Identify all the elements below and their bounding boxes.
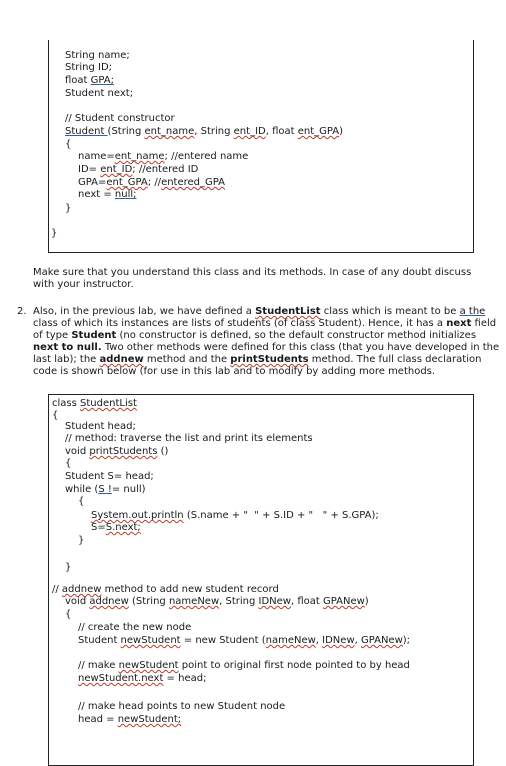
text-run: // method: traverse the list and print its elements — [65, 433, 313, 444]
text-run: of type — [33, 330, 72, 341]
code-2-line — [78, 660, 410, 672]
text-run: float — [65, 75, 91, 86]
text-run: // Student constructor — [65, 113, 175, 124]
text-run: S= — [91, 522, 106, 533]
text-run: code is shown below (for use in this lab and to modify by adding more methods. — [33, 366, 436, 377]
text-run: GPANew — [323, 596, 365, 607]
code-2-line — [65, 596, 369, 608]
text-run: void — [65, 596, 90, 607]
text-run: , float — [265, 126, 298, 137]
text-run: Student — [65, 126, 108, 137]
text-run: } — [78, 535, 85, 546]
code-2-line — [65, 471, 154, 483]
text-run: = null) — [111, 484, 146, 495]
code-2-line — [78, 496, 84, 508]
text-run: newStudent — [118, 660, 179, 671]
text-run: (String — [107, 126, 145, 137]
text-run: Also, in the previous lab, we have defined a — [33, 306, 256, 317]
text-run: ; //entered ID — [132, 164, 199, 175]
text-run: next to null. — [33, 342, 102, 353]
text-run: Student head; — [65, 421, 136, 432]
text-run: Student next; — [65, 88, 134, 99]
code-1-line — [65, 113, 175, 125]
text-run: = new Student ( — [180, 635, 266, 646]
code-1-line — [78, 151, 248, 163]
text-run: IDNew — [258, 596, 291, 607]
text-run: () — [157, 446, 169, 457]
code-1-line — [65, 126, 343, 138]
text-run: ; // — [147, 177, 162, 188]
code-2-line — [65, 433, 313, 445]
text-run: S ! — [98, 484, 112, 495]
text-run: StudentList — [255, 306, 321, 317]
code-1-line — [65, 50, 130, 62]
item-2-line — [33, 318, 496, 330]
code-2-line — [78, 701, 285, 713]
text-run: class — [52, 398, 81, 409]
text-run: { — [52, 410, 59, 421]
text-run: next = — [78, 189, 115, 200]
item-2-line — [33, 306, 485, 318]
text-run: // — [52, 584, 62, 595]
code-2-line — [78, 673, 206, 685]
code-1-line — [78, 189, 137, 201]
text-run: Student S= head; — [65, 471, 154, 482]
text-run: // create the new node — [78, 622, 192, 633]
text-run: Student — [71, 330, 117, 341]
text-run: // make — [78, 660, 119, 671]
code-1-line — [78, 177, 225, 189]
text-run: { — [65, 609, 72, 620]
text-run: class of which its instances are lists of students (of class Student). Hence, it has a — [33, 318, 447, 329]
text-run: } — [65, 203, 72, 214]
text-run: while ( — [65, 484, 99, 495]
text-run: GPA= — [78, 177, 107, 188]
code-2-line — [65, 609, 71, 621]
code-2-line — [78, 635, 410, 647]
code-1-line — [51, 228, 57, 240]
code-1-line — [65, 139, 71, 151]
text-run: (String — [128, 596, 169, 607]
text-run: } — [51, 228, 58, 239]
text-run: String name; — [65, 50, 130, 61]
text-run: Student — [78, 635, 121, 646]
text-run: // make head points to new Student node — [78, 701, 286, 712]
text-run: a the — [459, 306, 486, 317]
text-run: point to original first node pointed to by head — [178, 660, 410, 671]
code-2-line — [78, 622, 191, 634]
text-run: method. The full class declaration — [308, 354, 482, 365]
text-run: ); — [402, 635, 411, 646]
text-run: ; //entered name — [164, 151, 249, 162]
code-2-line — [52, 584, 279, 596]
text-run: String ID; — [65, 62, 113, 73]
text-run: last lab); the — [33, 354, 100, 365]
text-run: addnew — [89, 596, 129, 607]
text-run: newStudent — [120, 635, 181, 646]
text-run: ) — [364, 596, 369, 607]
text-run: head = — [78, 714, 118, 725]
code-1-line — [78, 164, 198, 176]
text-run: , String — [219, 596, 259, 607]
text-run: addnew — [61, 584, 102, 595]
text-run: nameNew — [265, 635, 316, 646]
text-run: { — [65, 458, 72, 469]
text-run: = head; — [163, 673, 207, 684]
text-run: , — [354, 635, 361, 646]
text-run: (S.name + " " + S.ID + " " + S.GPA); — [183, 510, 379, 521]
text-run: printStudents — [230, 354, 309, 365]
text-run: } — [65, 562, 72, 573]
code-1-line — [65, 203, 71, 215]
code-2-line — [91, 510, 379, 522]
code-2-line — [78, 714, 181, 726]
text-run: GPA; — [90, 75, 115, 86]
text-run: StudentList — [80, 398, 137, 409]
text-run: ent_GPA — [106, 177, 148, 188]
text-run: field — [471, 318, 497, 329]
text-run: ID= — [78, 164, 101, 175]
item-2-line — [33, 330, 476, 342]
text-run: class which is meant to be — [320, 306, 460, 317]
text-run: ent_name — [144, 126, 195, 137]
text-run: GPANew — [360, 635, 403, 646]
text-run: , — [315, 635, 323, 646]
text-run: next — [446, 318, 472, 329]
code-1-line — [65, 88, 133, 100]
text-run: ent_name — [114, 151, 165, 162]
code-2-line — [78, 535, 84, 547]
item-2-line — [33, 366, 435, 378]
text-run: IDNew — [322, 635, 355, 646]
code-2-line — [65, 562, 71, 574]
code-2-line — [65, 458, 71, 470]
text-run: addnew — [99, 354, 144, 365]
text-run: (no constructor is defined, so the default constructor method initializes — [116, 330, 477, 341]
instruction-note: Make sure that you understand this class and its methods. In case of any doubt discuss with your instructor. — [33, 267, 472, 290]
text-run: name= — [78, 151, 115, 162]
item-2-line — [33, 342, 499, 354]
text-run: Two other methods were defined for this class (that you have developed in the — [101, 342, 500, 353]
text-run: ent_ID — [233, 126, 266, 137]
text-run: entered_GPA — [161, 177, 225, 188]
text-run: ent_GPA — [297, 126, 340, 137]
text-run: System.out.println — [91, 510, 184, 521]
text-run: { — [65, 139, 72, 150]
text-run: printStudents — [89, 446, 158, 457]
code-2-line — [52, 398, 137, 410]
code-2-line — [65, 421, 136, 433]
code-2-line — [52, 410, 58, 422]
item-number: 2. — [17, 306, 27, 317]
text-run: nameNew — [168, 596, 220, 607]
text-run: ) — [339, 126, 344, 137]
text-run: S.next; — [105, 522, 141, 533]
code-2-line — [65, 484, 146, 496]
text-run: null; — [114, 189, 137, 200]
text-run: , String — [194, 126, 234, 137]
text-run: method and the — [143, 354, 231, 365]
item-2-line — [33, 354, 481, 366]
text-run: , float — [290, 596, 323, 607]
code-1-line — [65, 62, 112, 74]
text-run: { — [78, 496, 85, 507]
text-run: ent_ID — [100, 164, 133, 175]
text-run: newStudent.next — [78, 673, 164, 684]
text-run: void — [65, 446, 90, 457]
code-2-line — [65, 446, 168, 458]
text-run: method to add new student record — [101, 584, 279, 595]
code-1-line — [65, 75, 114, 87]
text-run: newStudent; — [117, 714, 182, 725]
code-2-line — [91, 522, 141, 534]
